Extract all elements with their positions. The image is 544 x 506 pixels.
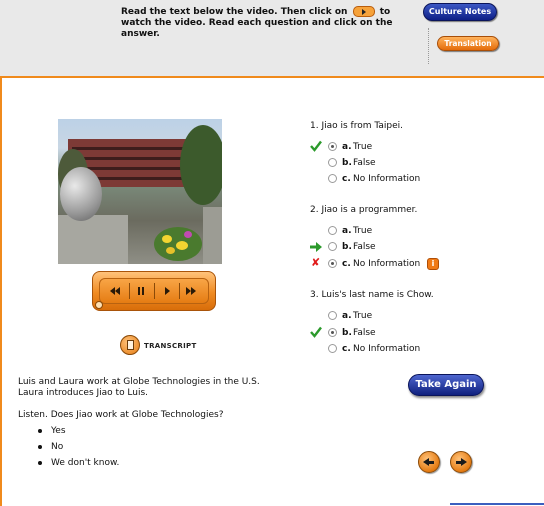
wall-image [203,207,222,264]
tree-image [180,125,222,205]
hint-arrow-icon [310,242,322,252]
question-3-title: 3. Luis's last name is Chow. [310,290,434,300]
header-divider [0,76,544,78]
radio-button[interactable] [328,142,337,151]
pedestal-image [58,215,128,264]
list-item: We don't know. [36,457,119,473]
control-divider [154,283,155,299]
question-3-option-a[interactable]: a. True [328,310,448,322]
take-again-button[interactable]: Take Again [408,374,484,396]
translation-button[interactable]: Translation [437,36,499,51]
story-line-1: Luis and Laura work at Globe Technologies in the U.S. [18,377,260,387]
next-arrow-button[interactable] [450,451,472,473]
left-border [0,78,2,506]
radio-button[interactable] [328,158,337,167]
question-1-option-c[interactable]: c. No Information [328,173,448,185]
question-2-option-b[interactable]: b. False [328,241,448,253]
controls-bar [99,278,209,304]
listen-question: Listen. Does Jiao work at Globe Technologies? [18,410,224,420]
pause-button[interactable] [135,285,147,297]
list-item: No [36,441,119,457]
fast-forward-button[interactable] [186,285,198,297]
transcript-label[interactable]: TRANSCRIPT [144,342,197,350]
question-1-option-a[interactable]: a. True [328,141,448,153]
correct-check-icon [310,140,322,152]
video-frame [58,119,222,264]
culture-notes-button[interactable]: Culture Notes [423,3,497,21]
flower-image [162,235,172,243]
control-divider [129,283,130,299]
flower-image [184,231,192,238]
wrong-x-icon: ✘ [311,256,321,269]
question-3-option-c[interactable]: c. No Information [328,343,448,355]
play-button[interactable] [162,285,174,297]
question-2-title: 2. Jiao is a programmer. [310,205,418,215]
question-1-title: 1. Jiao is from Taipei. [310,121,403,131]
radio-button[interactable] [328,174,337,183]
header-separator [428,28,430,64]
instructions-text-2: to watch the video. Read each question and click on the answer. [121,7,393,39]
question-1-option-b[interactable]: b. False [328,157,448,169]
question-3-option-b[interactable]: b. False [328,327,448,339]
answer-list [36,425,119,473]
control-divider [179,283,180,299]
radio-button[interactable] [328,226,337,235]
radio-button[interactable] [328,242,337,251]
radio-button[interactable] [328,311,337,320]
info-icon[interactable]: i [427,258,439,270]
radio-button[interactable] [328,328,337,337]
instructions [121,6,411,40]
transcript-icon[interactable] [120,335,140,355]
footer-line [450,503,544,505]
list-item: Yes [36,425,119,441]
back-arrow-button[interactable] [418,451,440,473]
scrubber-handle[interactable] [95,301,103,309]
play-icon[interactable] [353,6,375,17]
story-line-2: Laura introduces Jiao to Luis. [18,388,149,398]
sphere-sculpture-image [60,167,102,221]
radio-button[interactable] [328,344,337,353]
video-controls [92,271,216,311]
instructions-text-1: Read the text below the video. Then click on [121,7,348,17]
rewind-button[interactable] [110,285,122,297]
flower-image [166,247,175,254]
radio-button[interactable] [328,259,337,268]
question-2-option-a[interactable]: a. True [328,225,448,237]
correct-check-icon [310,326,322,338]
question-2-option-c[interactable]: c. No Information [328,258,428,270]
flower-image [176,241,188,250]
